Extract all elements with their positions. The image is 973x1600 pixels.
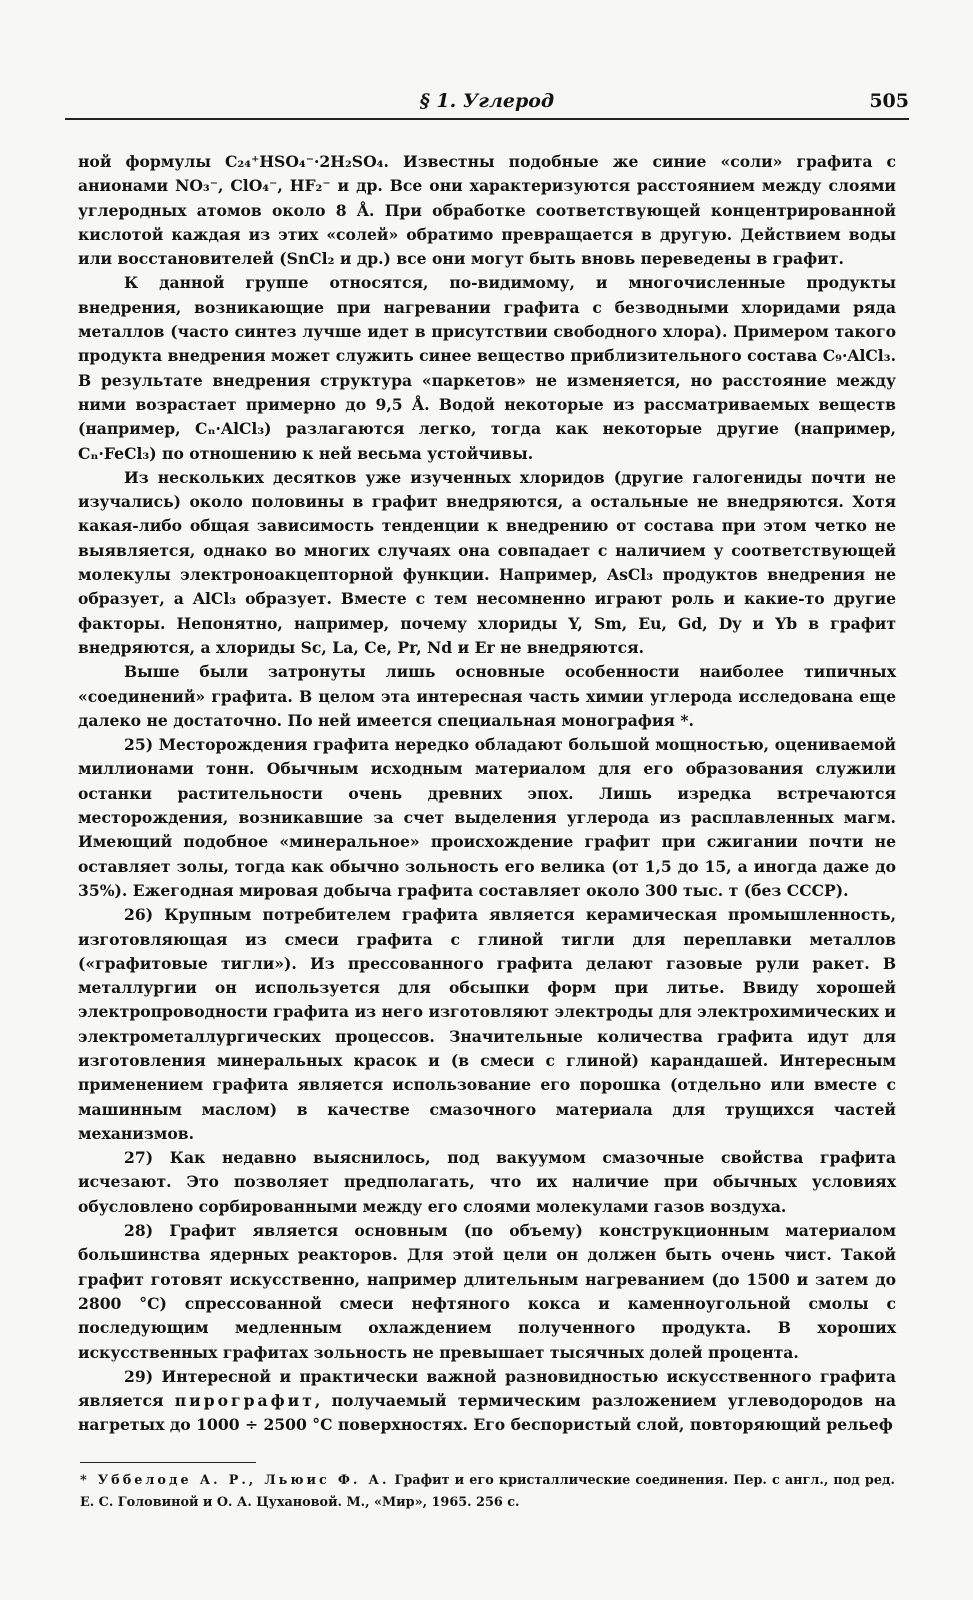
footnote-divider (80, 1462, 256, 1463)
note-29-end: , получаемый термическим разложением углеводородов на нагретых до 1000 ÷ 2500 °С поверхностях. Его беспористый слой, повторяющий рельеф (78, 1391, 896, 1435)
paragraph-1: ной формулы C₂₄⁺HSO₄⁻·2H₂SO₄. Известны подобные же синие «соли» графита с анионами NO₃⁻, ClO₄⁻, HF₂⁻ и др. Все они характеризуются расстоянием между слоями углеродных атомов около 8 Å. При обработке соответствующей концентрированной кислотой каждая из этих «солей» обратимо превращается в другую. Действием воды или восстановителей (SnCl₂ и др.) все они могут быть вновь переведены в графит. (78, 152, 896, 269)
note-29-start: 29) Интересной и практически важной разновидностью искусственного графита является (78, 1366, 896, 1411)
note-26: 26) Крупным потребителем графита является керамическая промышленность, изготовляющая из смеси графита с глиной тигли для переплавки металлов («графитовые тигли»). Из прессованного графита делают газовые рули ракет. В металлургии он используется для обсыпки форм при литье. Ввиду хорошей электропроводности графита из него изготовляют электроды для электрохимических и электрометаллургических процессов. Значительные количества графита идут для изготовления минеральных красок и (в смеси с глиной) карандашей. Интересным применением графита является использование его порошка (отдельно или вместе с машинным маслом) в качестве смазочного материала для трущихся частей механизмов. (78, 905, 896, 1143)
term-pyrographite: пирографит (174, 1391, 315, 1411)
footnote (80, 1470, 895, 1514)
paragraph-4: Выше были затронуты лишь основные особенности наиболее типичных «соединений» графита. В целом эта интересная часть химии углерода исследована еще далеко не достаточно. По ней имеется специальная монография *. (78, 662, 896, 730)
note-28: 28) Графит является основным (по объему) конструкционным материалом большинства ядерных реакторов. Для этой цели он должен быть очень чист. Такой графит готовят искусственно, например длительным нагреванием (до 1500 и затем до 2800 °С) спрессованной смеси нефтяного кокса и каменноугольной смолы с последующим медленным охлаждением полученного продукта. В хороших искусственных графитах зольность не превышает тысячных долей процента. (78, 1221, 896, 1362)
body-text (78, 150, 896, 1438)
page-number: 505 (869, 90, 909, 112)
paragraph-2: К данной группе относятся, по-видимому, и многочисленные продукты внедрения, возникающие при нагревании графита с безводными хлоридами ряда металлов (часто синтез лучше идет в присутствии свободного хлора). Примером такого продукта внедрения может служить синее вещество приблизительного состава C₉·AlCl₃. В результате внедрения структура «паркетов» не изменяется, но расстояние между ними возрастает примерно до 9,5 Å. Водой некоторые из рассматриваемых веществ (например, Cₙ·AlCl₃) разлагаются легко, тогда как некоторые другие (например, Cₙ·FeCl₃) по отношению к ней весьма устойчивы. (78, 273, 896, 463)
note-29 (78, 1365, 896, 1438)
footnote-text: Графит и его кристаллические соединения. Пер. с англ., под ред. Е. С. Головиной и О. А. Цухановой. М., «Мир», 1965. 256 с. (80, 1473, 895, 1510)
running-header (65, 84, 909, 120)
paragraph-3: Из нескольких десятков уже изученных хлоридов (другие галогениды почти не изучались) около половины в графит внедряются, а остальные не внедряются. Хотя какая-либо общая зависимость тенденции к внедрению от состава при этом четко не выявляется, однако во многих случаях она совпадает с наличием у соответствующей молекулы электроноакцепторной функции. Например, AsCl₃ продуктов внедрения не образует, а AlCl₃ образует. Вместе с тем несомненно играют роль и какие-то другие факторы. Непонятно, например, почему хлориды Y, Sm, Eu, Gd, Dy и Yb в графит внедряются, а хлориды Sc, La, Ce, Pr, Nd и Er не внедряются. (78, 467, 896, 657)
footnote-authors: * Уббелоде А. Р., Льюис Ф. А. (80, 1473, 390, 1488)
note-25: 25) Месторождения графита нередко обладают большой мощностью, оцениваемой миллионами тонн. Обычным исходным материалом для его образования служили останки растительности очень древних эпох. Лишь изредка встречаются месторождения, возникавшие за счет выделения углерода из расплавленных магм. Имеющий подобное «минеральное» происхождение графит при сжигании почти не оставляет золы, тогда как обычно зольность его велика (от 1,5 до 15, а иногда даже до 35%). Ежегодная мировая добыча графита составляет около 300 тыс. т (без СССР). (78, 735, 896, 900)
section-title: § 1. Углерод (419, 90, 555, 112)
note-27: 27) Как недавно выяснилось, под вакуумом смазочные свойства графита исчезают. Это позволяет предполагать, что их наличие при обычных условиях обусловлено сорбированными между его слоями молекулами газов воздуха. (78, 1148, 896, 1216)
